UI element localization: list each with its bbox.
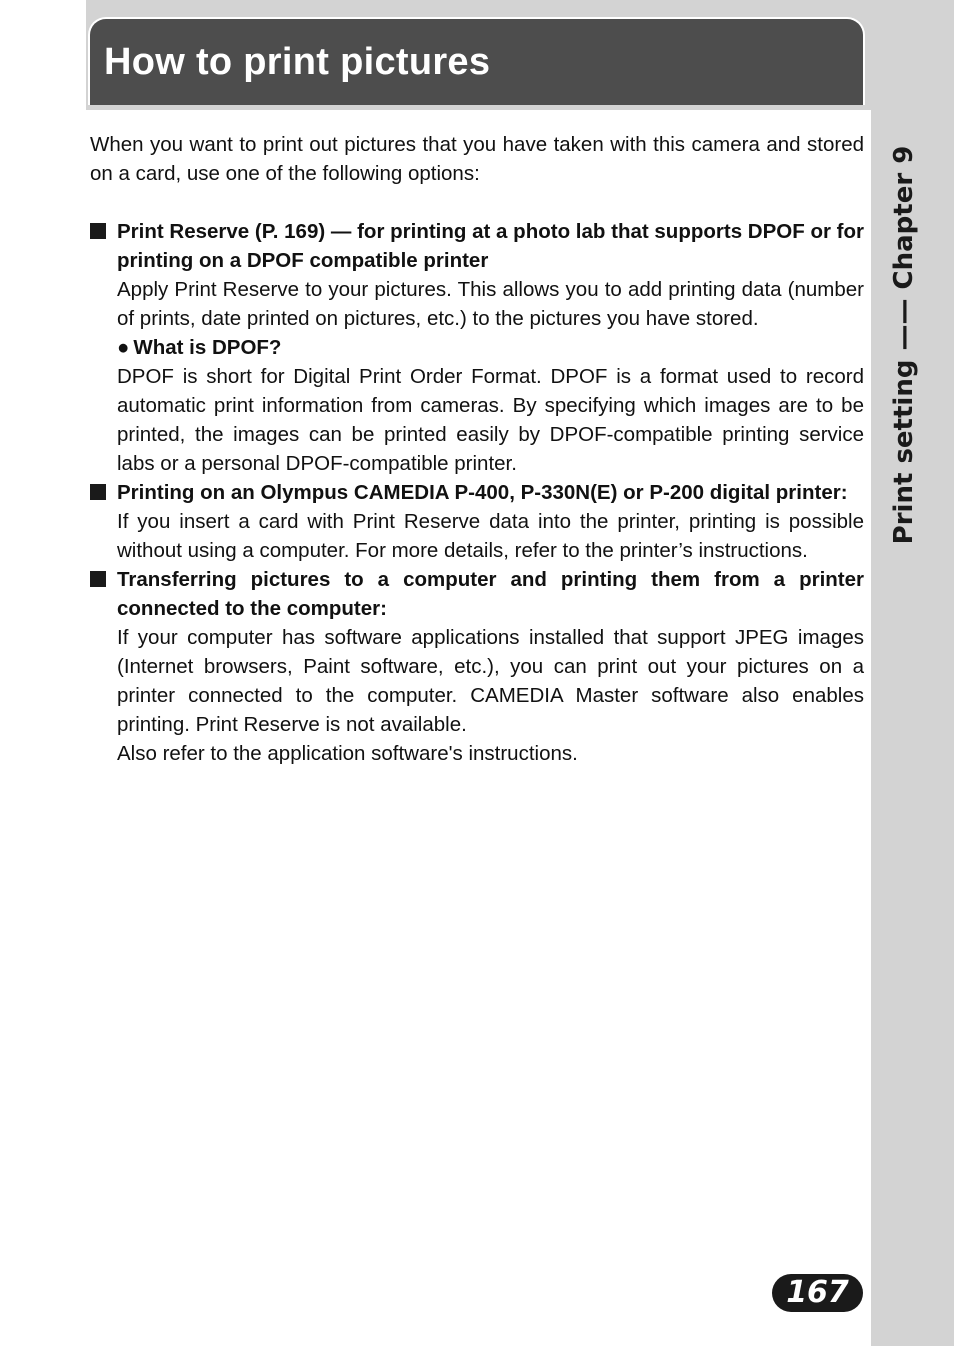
square-bullet-icon [90,223,106,239]
section-olympus-printer [90,478,864,565]
section-body: If your computer has software applications installed that support JPEG images (Internet browsers, Paint software, etc.), you can print out your pictures on a printer connected to the computer. CAMEDIA Master software also enables printing. Print Reserve is not available. [117,626,864,736]
main-content [90,130,864,768]
sub-body: DPOF is short for Digital Print Order Format. DPOF is a format used to record automatic print information from cameras. By specifying which images are to be printed, the images can be printed easily by DPOF-compatible printing service labs or a personal DPOF-compatible printer. [117,365,864,475]
square-bullet-icon [90,484,106,500]
section-heading: Print Reserve (P. 169) — for printing at a photo lab that supports DPOF or for printing on a DPOF compatible printer [117,220,864,272]
section-body: Apply Print Reserve to your pictures. This allows you to add printing data (number of prints, date printed on pictures, etc.) to the pictures you have stored. [117,278,864,330]
intro-paragraph: When you want to print out pictures that you have taken with this camera and stored on a card, use one of the following options: [90,133,864,185]
title-bar [88,17,865,105]
sub-heading-text: What is DPOF? [133,336,282,359]
chapter-label [874,140,934,550]
square-bullet-icon [90,571,106,587]
section-heading: Printing on an Olympus CAMEDIA P-400, P-330N(E) or P-200 digital printer: [117,481,848,504]
section-print-reserve [90,217,864,478]
chapter-label-text: Print setting —— Chapter 9 [889,145,919,545]
dot-bullet-icon: ● [117,336,130,359]
section-body: If you insert a card with Print Reserve data into the printer, printing is possible without using a computer. For more details, refer to the printer’s instructions. [117,510,864,562]
section-heading: Transferring pictures to a computer and printing them from a printer connected to the computer: [117,568,864,620]
page-number: 167 [772,1274,863,1312]
sub-heading [117,333,864,362]
section-computer-printing [90,565,864,768]
section-note: Also refer to the application software's instructions. [117,742,578,765]
page-title: How to print pictures [104,41,491,83]
